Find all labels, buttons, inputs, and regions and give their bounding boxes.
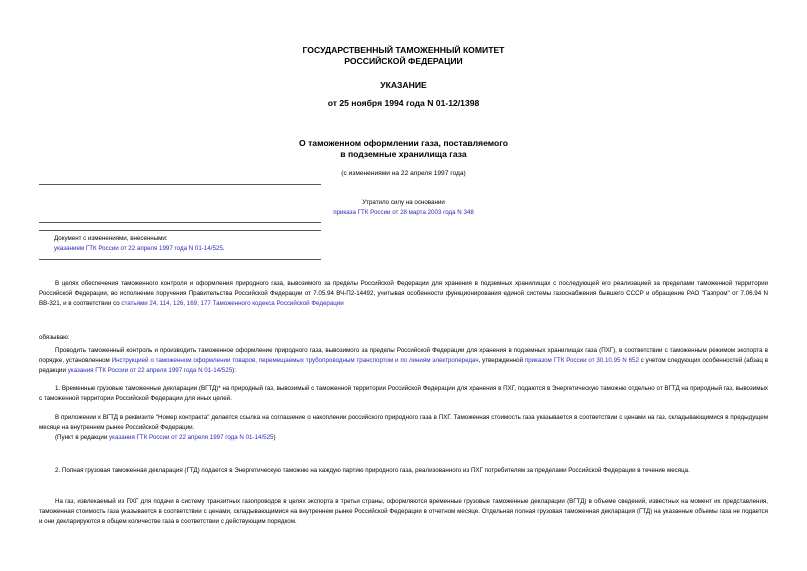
changes-label: Документ с изменениями, внесенными:: [54, 235, 168, 242]
paragraph-customs-value: В приложении к ВГТД в реквизите "Номер контракта" делается ссылка на соглашение о накоплении российского природного газа в ПХГ. Таможенная стоимость газа указывается в соответствии с ценами на газ, складывающимися в предыдущем месяце на внутреннем рынке Российской Федерации.: [39, 414, 768, 432]
divider: [39, 222, 321, 223]
procedure-text: , утвержденной: [478, 357, 525, 365]
edition-note-text: ): [273, 434, 276, 441]
amendment-link[interactable]: указания ГТК России от 22 апреля 1997 года N 01-14/525: [109, 434, 274, 441]
procedure-text: с учетом следующих особенностей (абзац в редакции: [39, 357, 768, 375]
procedure-text: Проводить таможенный контроль и производить таможенное оформление природного газа, вывозимого за пределы Российской Федерации для хранения в подземных хранилищах газа (ПХГ), в соответствии с таможенным режимом экспорта в порядке, установленном: [39, 347, 768, 365]
issuing-authority-line2: РОССИЙСКОЙ ФЕДЕРАЦИИ: [344, 56, 463, 66]
status-line: Утратило силу на основании: [362, 199, 445, 206]
document-title-line1: О таможенном оформлении газа, поставляемого: [299, 138, 508, 148]
procedure-text: ):: [232, 367, 236, 375]
document-date-number: от 25 ноября 1994 года N 01-12/1398: [327, 98, 480, 108]
paragraph-edition-note: [39, 433, 768, 443]
amendment-link[interactable]: указания ГТК России от 22 апреля 1997 года N 01-14/525: [67, 367, 233, 375]
paragraph-preamble: [39, 279, 768, 310]
customs-code-articles-link[interactable]: статьями 24, 114, 126, 169, 177 Таможенного кодекса Российской Федерации: [121, 300, 344, 308]
edition-note-text: (Пункт в редакции: [55, 434, 110, 441]
document-type: УКАЗАНИЕ: [380, 80, 427, 90]
changes-suffix: .: [222, 245, 225, 252]
amendments-note: (с изменениями на 22 апреля 1997 года): [341, 170, 466, 177]
document-title-line2: в подземные хранилища газа: [340, 149, 467, 159]
changes-line: [54, 244, 225, 254]
preamble-text: В целях обеспечения таможенного контроля и оформления природного газа, вывозимого за пределы Российской Федерации для хранения в подземных хранилищах с последующей его реализацией за пределами таможенной территории Российской Федерации, во исполнение поручения Правительства Российской Федерации от 7.05.94 ВЧ-П2-14492, учитывая особенности функционирования единой системы газоснабжения бывшего СССР и обращение РАО "Газпром" от 7.06.94 N ВВ-321, и в соответствии со: [39, 280, 768, 308]
paragraph-item-2: 2. Полная грузовая таможенная декларация (ГТД) подается в Энергетическую таможню на каждую партию природного газа, реализованного из ПХГ потребителям за пределами Российской Федерации в течение месяца.: [55, 467, 690, 474]
amendment-link[interactable]: указанием ГТК России от 22 апреля 1997 года N 01-14/525: [54, 245, 223, 252]
divider: [39, 184, 321, 185]
divider: [39, 259, 321, 260]
paragraph-item-1: 1. Временные грузовые таможенные декларации (ВГТД)* на природный газ, вывозимый с таможенной территории Российской Федерации для хранения в ПХГ, подаются в Энергетическую таможню отдельно от ВГТД на природный газ, вывозимых с таможенной территории Российской Федерации для иных целей.: [39, 385, 768, 403]
issuing-authority-line1: ГОСУДАРСТВЕННЫЙ ТАМОЖЕННЫЙ КОМИТЕТ: [302, 45, 505, 55]
paragraph-procedure: [39, 346, 768, 377]
instruction-link[interactable]: Инструкцией о таможенном оформлении товаров, перемещаемых трубопроводным транспортом и по линиям электропередач: [111, 357, 479, 365]
repeal-order-link[interactable]: приказа ГТК России от 28 марта 2003 года N 348: [333, 209, 474, 216]
order-652-link[interactable]: приказом ГТК России от 30.10.95 N 652: [524, 357, 639, 365]
paragraph-transit: На газ, извлекаемый из ПХГ для подачи в систему транзитных газопроводов в целях экспорта в третьи страны, оформляются временные грузовые таможенные декларации (ВГТД) в объеме сведений, известных на момент их представления, таможенная стоимость газа указывается в соответствии с ценами, складывающимися на внутреннем рынке Российской Федерации в отчетном месяце. Отдельная полная грузовая таможенная декларация (ГТД) на указанные объемы газа не подается и они декларируются в общем количестве газа в соответствии с действующим порядком.: [39, 498, 768, 526]
divider: [39, 230, 321, 231]
obliges-word: обязываю:: [39, 334, 70, 341]
